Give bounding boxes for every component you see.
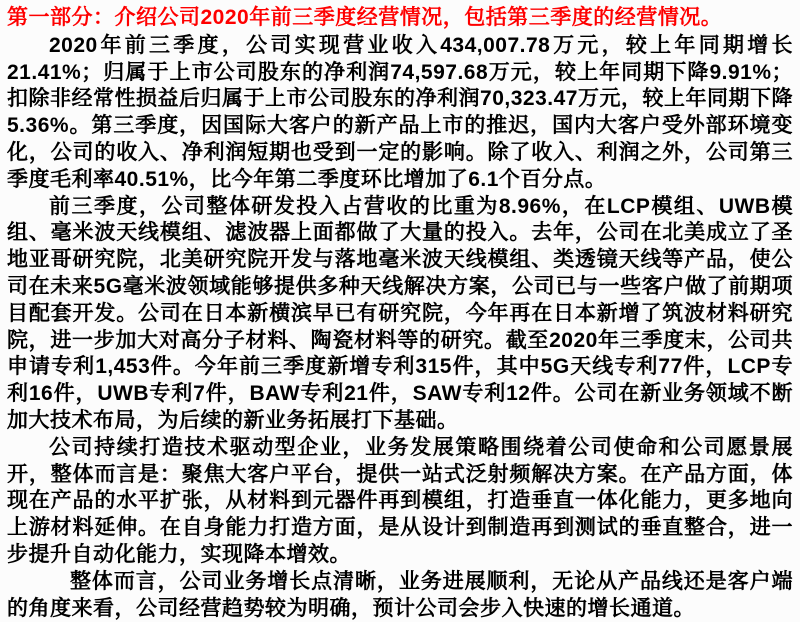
section-title: 第一部分：介绍公司2020年前三季度经营情况，包括第三季度的经营情况。 [7,6,723,29]
paragraph-business-strategy: 公司持续打造技术驱动型企业，业务发展策略围绕着公司使命和公司愿景展开，整体而言是：聚焦大客户平台，提供一站式泛射频解决方案。在产品方面，体现在产品的水平扩张，从材料到元器件再到模组，打造垂直一体化能力，更多地向上游材料延伸。在自身能力打造方面，是从设计到制造再到测试的垂直整合，进一步提升自动化能力，实现降本增效。 [7,435,793,566]
paragraph-q3-financials: 2020年前三季度，公司实现营业收入434,007.78万元，较上年同期增长21.41%；归属于上市公司股东的净利润74,597.68万元，较上年同期下降9.91%；扣除非经常性损益后归属于上市公司股东的净利润70,323.47万元，较上年同期下降5.36%。第三季度，因国际大客户的新产品上市的推迟，国内大客户受外部环境变化，公司的收入、净利润短期也受到一定的影响。除了收入、利润之外，公司第三季度毛利率40.51%，比今年第二季度环比增加了6.1个百分点。 [7,33,793,191]
paragraph-overall-outlook: 整体而言，公司业务增长点清晰，业务进展顺利，无论从产品线还是客户端的角度来看，公司经营趋势较为明确，预计公司会步入快速的增长通道。 [7,569,793,620]
paragraph-rd-investment-patents: 前三季度，公司整体研发投入占营收的比重为8.96%，在LCP模组、UWB模组、毫米波天线模组、滤波器上面都做了大量的投入。去年，公司在北美成立了圣地亚哥研究院，北美研究院开发与落地毫米波天线模组、类透镜天线等产品，使公司在未来5G毫米波领域能够提供多种天线解决方案，公司已与一些客户做了前期项目配套开发。公司在日本新横滨早已有研究院，今年再在日本新增了筑波材料研究院，进一步加大对高分子材料、陶瓷材料等的研究。截至2020年三季度末，公司共申请专利1,453件。今年前三季度新增专利315件，其中5G天线专利77件，LCP专利16件，UWB专利7件，BAW专利21件，SAW专利12件。公司在新业务领域不断加大技术布局，为后续的新业务拓展打下基础。 [7,194,793,432]
